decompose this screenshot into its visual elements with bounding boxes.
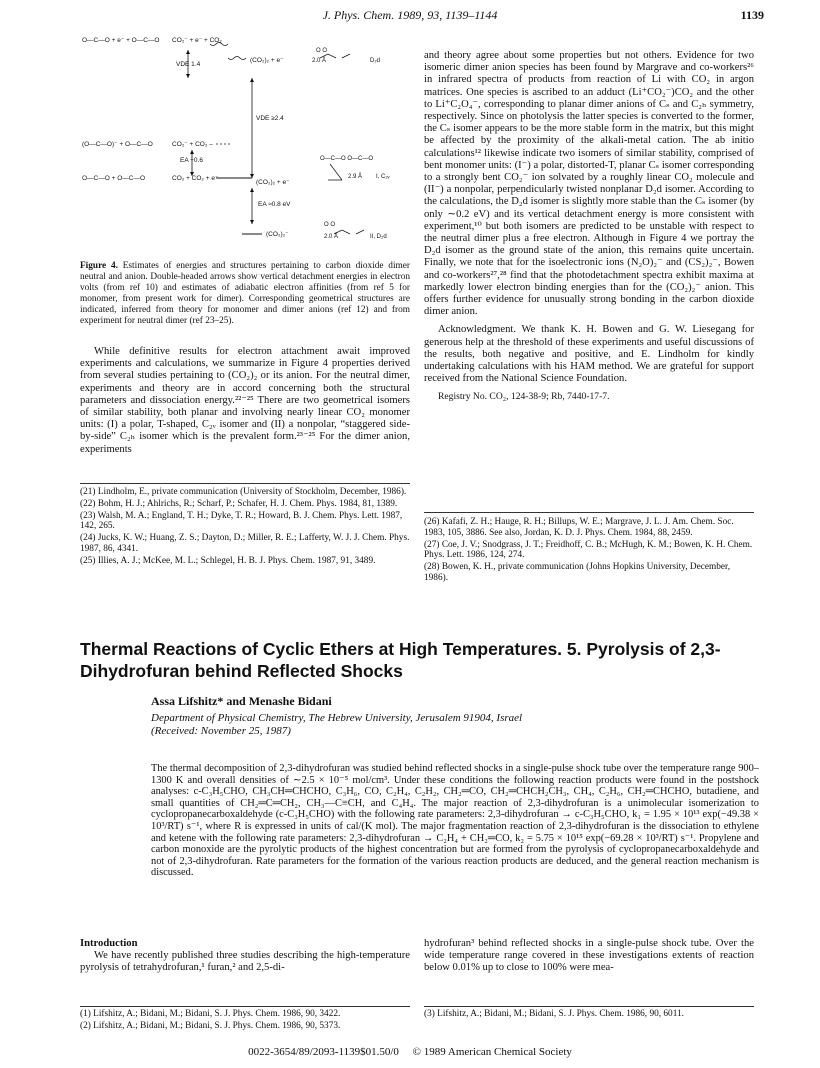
figure-4-energy-diagram xyxy=(80,28,410,260)
right-footnote-rule xyxy=(424,512,754,513)
intro-heading: Introduction xyxy=(80,938,138,949)
right-column-body xyxy=(424,50,754,404)
left-column-body xyxy=(80,346,410,456)
received-date: (Received: November 25, 1987) xyxy=(151,725,291,737)
reference-27: (27) Coe, J. V.; Snodgrass, J. T.; Freidhoff, C. B.; McHugh, K. M.; Bowen, K. H. Chem. Phys. Lett. 1986, 124, 274. xyxy=(424,539,753,561)
intro-left xyxy=(80,938,410,975)
reference-25: (25) Illies, A. J.; McKee, M. L.; Schlegel, H. B. J. Phys. Chem. 1987, 91, 3489. xyxy=(80,555,376,566)
fig-tag-top: D₂d xyxy=(370,58,380,64)
footnote-3: (3) Lifshitz, A.; Bidani, M.; Bidani, S. J. Phys. Chem. 1986, 90, 6011. xyxy=(424,1009,684,1019)
reference-23: (23) Walsh, M. A.; England, T. H.; Dyke, T. R.; Howard, B. J. Chem. Phys. Lett. 1987, 142, 265. xyxy=(80,510,403,532)
left-references xyxy=(80,487,410,568)
reference-21: (21) Lindholm, E., private communication (University of Stockholm, December, 1986). xyxy=(80,487,407,497)
fig-label-monomer-anion: CO₂⁻ + e⁻ + CO₂ xyxy=(172,37,222,44)
article-title: Thermal Reactions of Cyclic Ethers at High Temperatures. 5. Pyrolysis of 2,3-Dihydrofuran behind Reflected Shocks xyxy=(80,639,721,681)
fig-ring-length: 2.9 Å xyxy=(348,174,363,180)
article-authors: Assa Lifshitz* and Menashe Bidani xyxy=(151,694,332,708)
figure-caption-text: Estimates of energies and structures pertaining to carbon dioxide dimer neutral and anion. Double-headed arrows show vertical detachment energies in electron volts (from ref 10) and estimates of adiabatic electron affinities (from ref 5 for monomer, from present work for dimer). Corresponding geometrical structures are indicated, inferred from theory for monomer and dimer anions (ref 12) and from experiment for neutral dimer (ref 23–25). xyxy=(80,261,410,326)
footnote-2: (2) Lifshitz, A.; Bidani, M.; Bidani, S. J. Phys. Chem. 1986, 90, 5373. xyxy=(80,1020,341,1031)
registry-numbers: Registry No. CO₂, 124-38-9; Rb, 7440-17-7. xyxy=(438,391,610,403)
intro-right-footnote-rule xyxy=(424,1006,754,1007)
affiliation-text: Department of Physical Chemistry, The Hebrew University, Jerusalem 91904, Israel xyxy=(151,712,523,724)
figure-caption xyxy=(80,261,410,327)
fig-label-vde-2: VDE ≥2.4 xyxy=(256,115,284,122)
page-number: 1139 xyxy=(740,8,764,22)
intro-left-text: We have recently published three studies describing the high-temperature pyrolysis of tetrahydrofuran,¹ furan,² and 2,5-di- xyxy=(80,950,410,974)
fig-label-neutral-pair: O—C—O + O—C—O xyxy=(82,175,146,182)
fig-label-bent-anion: (O—C—O)⁻ + O—C—O xyxy=(82,141,153,148)
article-affiliation xyxy=(151,712,522,738)
intro-left-footnote-rule xyxy=(80,1006,410,1007)
fig-tag-bottom: II, D₂d xyxy=(370,234,387,240)
acknowledgment: Acknowledgment. We thank K. H. Bowen and G. W. Liesegang for generous help at the threshold of these experiments and useful discussions of the results, both negative and positive, and E. Lindholm for kindly undertaking calculations with his HAM method. We are grateful for support received from the National Science Foundation. xyxy=(424,324,754,385)
fig-struct-d2d-bottom: O O xyxy=(324,222,336,228)
fig-struct-d2d-top: O O xyxy=(316,48,328,54)
fig-label-vde-1: VDE 1.4 xyxy=(176,61,201,68)
footer-copyright: © 1989 American Chemical Society xyxy=(412,1046,572,1058)
left-paragraph-1: While definitive results for electron attachment await improved experiments and calculations, we summarize in Figure 4 properties derived from several studies pertaining to (CO₂)₂ or its anion. For the neutral dimer, experiments and theory are in accord concerning both the structural parameters and dissociation energy.²²⁻²⁵ There are two geometrical isomers of similar stability, both planar and involving nearly linear CO₂ monomer units: (I) a polar, T-shaped, C₂ᵥ isomer and (II) a nonpolar, “staggered side-by-side” C₂ₕ isomer which is the prevalent form.²³⁻²⁵ For the dimer anion, experiments xyxy=(80,346,410,455)
intro-right-footnotes xyxy=(424,1009,754,1021)
fig-label-dimer-anion: (CO₂)₂⁻ xyxy=(266,231,289,238)
left-footnote-rule xyxy=(80,483,410,484)
right-paragraph-1: and theory agree about some properties but not others. Evidence for two isomeric dimer anion species has been found by Margrave and co-workers²⁶ in infrared spectra of products from reaction of Li with CO₂ in argon matrices. One species is ascribed to an adduct (Li⁺CO₂⁻)CO₂ and the other to Li⁺C₂O₄⁻, corresponding to planar dimer anions of Cₛ and C₂ₕ symmetry, respectively. Since on photolysis the latter species is converted to the former, the Cₛ isomer appears to be the more stable form in the matrix, but this might be affected by the proximity of the alkali-metal cation. The ab initio calculations¹² likewise indicate two isomers of similar stability, comprised of bent monomer units: (I⁻) a polar, distorted-T, planar Cₛ isomer corresponding to a strongly bent CO₂⁻ ion solvated by a roughly linear CO₂ molecule and (II⁻) a nonpolar, perpendicularly twisted nonplanar D₂d isomer. According to the calculations, the D₂d isomer is slightly more stable than the Cₛ isomer (by only ∼0.2 eV) and its vertical detachment energy is more consistent with experiment,¹⁰ but both isomers are predicted to be unstable with respect to the neutral dimer plus a free electron. Although in Figure 4 we portray the D₂d isomer as the ground state of the anion, this remains quite uncertain. Finally, we note that for the isoelectronic ions (N₂O)₂⁻ and (CS₂)₂⁻, Bowen and co-workers²⁷,²⁸ find that the photodetachment spectra exhibit maxima at markedly lower electron binding energies than for the (CO₂)₂⁻ anion. This offers further evidence for unusually strong bonding in the carbon dioxide dimer anion. xyxy=(424,50,754,318)
page-footer xyxy=(0,1046,820,1058)
fig-bond-top: 2.0 Å xyxy=(312,58,327,64)
fig-struct-ring: O—C—O O—C—O xyxy=(320,156,374,162)
reference-28: (28) Bowen, K. H., private communication (Johns Hopkins University, December, 1986). xyxy=(424,562,731,583)
fig-label-ea-2: EA ≈0.8 eV xyxy=(258,201,291,208)
right-references xyxy=(424,517,754,585)
running-header xyxy=(0,8,820,24)
fig-label-ea-1: EA −0.6 xyxy=(180,157,203,164)
fig-label-neutral-plus-e: CO₂ + CO₂ + e⁻ xyxy=(172,175,219,182)
fig-label-monomer-anion-2: CO₂⁻ + CO₂ – xyxy=(172,141,213,148)
fig-label-monomer-neutral: O—C—O + e⁻ + O—C—O xyxy=(82,37,160,44)
footer-code: 0022-3654/89/2093-1139$01.50/0 xyxy=(248,1046,399,1058)
fig-bond-bottom: 2.0 Å xyxy=(324,234,339,240)
fig-label-dimer-mid: (CO₂)₂ + e⁻ xyxy=(256,179,290,186)
reference-26: (26) Kafafi, Z. H.; Hauge, R. H.; Billups, W. E.; Margrave, J. L. J. Am. Chem. Soc. 1983, 105, 3886. See also, Jordan, K. D. J. Phys. Chem. 1984, 88, 2459. xyxy=(424,517,734,538)
figure-caption-label: Figure 4. xyxy=(80,261,118,271)
footnote-1: (1) Lifshitz, A.; Bidani, M.; Bidani, S. J. Phys. Chem. 1986, 90, 3422. xyxy=(80,1009,341,1019)
reference-22: (22) Bohm, H. J.; Ahlrichs, R.; Scharf, P.; Schafer, H. J. Chem. Phys. 1984, 81, 1389. xyxy=(80,498,398,509)
fig-label-dimer-top: (CO₂)₂ + e⁻ xyxy=(250,57,284,64)
intro-right-text: hydrofuran³ behind reflected shocks in a single-pulse shock tube. Over the wide temperature range covered in these investigations extents of reaction below 0.01% up to close to 100% were mea- xyxy=(424,938,754,974)
abstract: The thermal decomposition of 2,3-dihydrofuran was studied behind reflected shocks in a single-pulse shock tube over the temperature range 900–1300 K and overall densities of ∼2.5 × 10⁻⁵ mol/cm³. Under these conditions the following reaction products were found in the postshock analyses: c-C₃H₅CHO, CH₃CH═CHCHO, C₃H₆, CO, C₂H₄, C₂H₂, CH₂═CO, CH₂═CHCH₂CH₃, CH₄, C₂H₆, CH₂═CHCHO, butadiene, and small quantities of CH₂═C═CH₂, CH₃—C≡CH, and C₄H₄. The major reaction of 2,3-dihydrofuran is a unimolecular isomerization to cyclopropanecarboxaldehyde (c-C₃H₅CHO) with the following rate parameters: 2,3-dihydrofuran → c-C₃H₅CHO, k₁ = 1.95 × 10¹³ exp(−49.38 × 10³/RT) s⁻¹, where R is expressed in units of cal/(K mol). The major fragmentation reaction of 2,3-dihydrofuran is the dissociation to ethylene and ketene with the following rate parameters: 2,3-dihydrofuran → C₂H₄ + CH₂═CO, k₂ = 5.75 × 10¹⁵ exp(−69.28 × 10³/RT) s⁻¹. Propylene and carbon monoxide are the pyrolytic products of the highest concentration but are formed from the pyrolysis of cyclopropanecarboxaldehyde and not of 2,3-dihydrofuran. Rate parameters for the formation of the various reaction products are deduced, and the general reaction mechanism is discussed. xyxy=(151,763,759,879)
journal-citation: J. Phys. Chem. 1989, 93, 1139–1144 xyxy=(322,8,498,22)
reference-24: (24) Jucks, K. W.; Huang, Z. S.; Dayton, D.; Miller, R. E.; Lafferty, W. J. J. Chem. Phys. 1987, 86, 4341. xyxy=(80,533,410,554)
intro-right xyxy=(424,938,754,975)
intro-left-footnotes xyxy=(80,1009,410,1033)
fig-ring-tag: I, C₂ᵥ xyxy=(376,174,390,180)
